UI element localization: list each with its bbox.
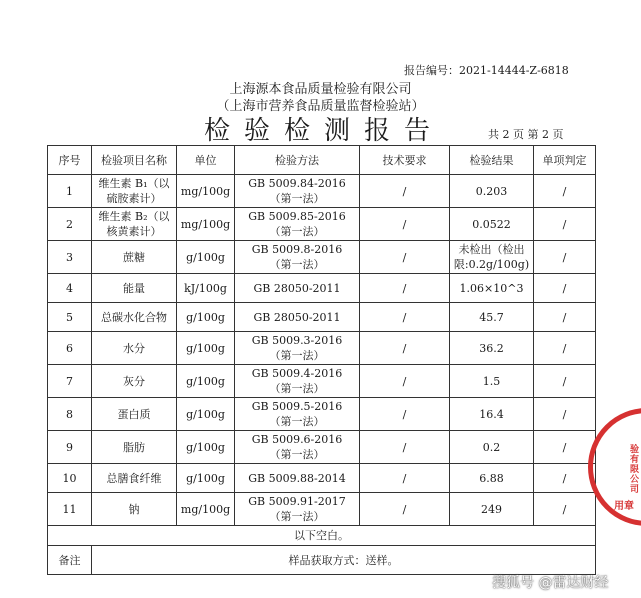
results-table [47, 145, 596, 575]
method-standard: GB 5009.4-2016 [251, 367, 343, 380]
cell-judgement: / [534, 274, 596, 303]
cell-method [235, 398, 360, 431]
table-row [48, 303, 596, 332]
cell-unit: kJ/100g [177, 274, 235, 303]
cell-no: 8 [48, 398, 92, 431]
method-standard: GB 5009.88-2014 [248, 471, 346, 485]
cell-requirement: / [360, 274, 450, 303]
watermark: 搜狐号 @雷达财经 [492, 575, 609, 591]
cell-unit: g/100g [177, 303, 235, 332]
cell-item: 灰分 [92, 365, 177, 398]
method-note: （第一法） [269, 192, 325, 205]
cell-unit: mg/100g [177, 175, 235, 208]
cell-judgement: / [534, 332, 596, 365]
cell-requirement: / [360, 365, 450, 398]
cell-requirement: / [360, 431, 450, 464]
cell-item: 总膳食纤维 [92, 464, 177, 493]
cell-method [235, 241, 360, 274]
cell-unit: mg/100g [177, 493, 235, 526]
cell-no: 10 [48, 464, 92, 493]
page-info: 共 2 页 第 2 页 [488, 128, 564, 141]
cell-no: 1 [48, 175, 92, 208]
cell-result: 1.06×10^3 [450, 274, 534, 303]
cell-method [235, 365, 360, 398]
table-row [48, 431, 596, 464]
cell-no: 9 [48, 431, 92, 464]
cell-result: 45.7 [450, 303, 534, 332]
cell-method [235, 175, 360, 208]
table-row [48, 274, 596, 303]
cell-item: 水分 [92, 332, 177, 365]
cell-result: 16.4 [450, 398, 534, 431]
header-no: 序号 [48, 146, 92, 175]
method-note: （第一法） [269, 510, 325, 523]
header-item: 检验项目名称 [92, 146, 177, 175]
cell-result: 未检出（检出限:0.2g/100g) [450, 241, 534, 274]
seal-text: 验有限公司 [630, 445, 640, 495]
table-row [48, 208, 596, 241]
method-note: （第一法） [269, 258, 325, 271]
cell-no: 3 [48, 241, 92, 274]
cell-judgement: / [534, 175, 596, 208]
cell-judgement: / [534, 303, 596, 332]
cell-unit: g/100g [177, 464, 235, 493]
cell-result: 0.203 [450, 175, 534, 208]
cell-method [235, 493, 360, 526]
cell-unit: g/100g [177, 431, 235, 464]
cell-item: 能量 [92, 274, 177, 303]
cell-requirement: / [360, 241, 450, 274]
method-note: （第一法） [269, 225, 325, 238]
cell-judgement: / [534, 493, 596, 526]
cell-item: 钠 [92, 493, 177, 526]
method-standard: GB 5009.84-2016 [248, 177, 346, 190]
cell-judgement: / [534, 208, 596, 241]
org-alt-name: （上海市营养食品质量监督检验站） [216, 99, 425, 114]
method-note: （第一法） [269, 382, 325, 395]
cell-requirement: / [360, 332, 450, 365]
cell-judgement: / [534, 464, 596, 493]
method-note: （第一法） [269, 415, 325, 428]
cell-requirement: / [360, 303, 450, 332]
cell-requirement: / [360, 175, 450, 208]
method-note: （第一法） [269, 349, 325, 362]
cell-judgement: / [534, 365, 596, 398]
method-standard: GB 5009.3-2016 [251, 334, 343, 347]
remark-row [48, 546, 596, 575]
cell-no: 6 [48, 332, 92, 365]
report-number: 报告编号：2021-14444-Z-6818 [404, 64, 569, 77]
remark-value: 样品获取方式：送样。 [92, 546, 596, 575]
org-name: 上海源本食品质量检验有限公司 [229, 82, 412, 97]
cell-method [235, 332, 360, 365]
method-standard: GB 5009.5-2016 [251, 400, 343, 413]
blank-note: 以下空白。 [48, 526, 596, 546]
cell-no: 7 [48, 365, 92, 398]
header-unit: 单位 [177, 146, 235, 175]
header-method: 检验方法 [235, 146, 360, 175]
cell-method [235, 208, 360, 241]
cell-item: 总碳水化合物 [92, 303, 177, 332]
cell-no: 11 [48, 493, 92, 526]
method-standard: GB 5009.91-2017 [248, 495, 346, 508]
table-row [48, 332, 596, 365]
method-standard: GB 5009.85-2016 [248, 210, 346, 223]
method-note: （第一法） [269, 448, 325, 461]
method-standard: GB 28050-2011 [253, 281, 341, 295]
cell-unit: g/100g [177, 365, 235, 398]
table-row [48, 365, 596, 398]
table-row [48, 493, 596, 526]
cell-method [235, 431, 360, 464]
blank-note-row [48, 526, 596, 546]
table-row [48, 398, 596, 431]
cell-result: 0.0522 [450, 208, 534, 241]
cell-result: 1.5 [450, 365, 534, 398]
cell-result: 0.2 [450, 431, 534, 464]
table-header-row [48, 146, 596, 175]
table-row [48, 175, 596, 208]
cell-judgement: / [534, 241, 596, 274]
cell-judgement: / [534, 431, 596, 464]
cell-unit: g/100g [177, 332, 235, 365]
seal-text-bottom: 用章 [614, 501, 634, 512]
cell-item: 蔗糖 [92, 241, 177, 274]
cell-item: 蛋白质 [92, 398, 177, 431]
cell-result: 6.88 [450, 464, 534, 493]
cell-item: 维生素 B₁（以硫胺素计） [92, 175, 177, 208]
cell-method [235, 464, 360, 493]
cell-unit: g/100g [177, 241, 235, 274]
cell-item: 脂肪 [92, 431, 177, 464]
method-standard: GB 5009.6-2016 [251, 433, 343, 446]
document-title: 检验检测报告 [204, 116, 445, 146]
cell-no: 5 [48, 303, 92, 332]
method-standard: GB 28050-2011 [253, 310, 341, 324]
cell-method [235, 274, 360, 303]
table-row [48, 464, 596, 493]
header-result: 检验结果 [450, 146, 534, 175]
cell-requirement: / [360, 493, 450, 526]
cell-method [235, 303, 360, 332]
cell-judgement: / [534, 398, 596, 431]
cell-requirement: / [360, 464, 450, 493]
method-standard: GB 5009.8-2016 [251, 243, 343, 256]
cell-result: 36.2 [450, 332, 534, 365]
cell-no: 2 [48, 208, 92, 241]
cell-requirement: / [360, 398, 450, 431]
cell-item: 维生素 B₂（以核黄素计） [92, 208, 177, 241]
cell-unit: g/100g [177, 398, 235, 431]
cell-no: 4 [48, 274, 92, 303]
cell-requirement: / [360, 208, 450, 241]
cell-unit: mg/100g [177, 208, 235, 241]
header-requirement: 技术要求 [360, 146, 450, 175]
remark-label: 备注 [48, 546, 92, 575]
table-row [48, 241, 596, 274]
header-judgement: 单项判定 [534, 146, 596, 175]
cell-result: 249 [450, 493, 534, 526]
